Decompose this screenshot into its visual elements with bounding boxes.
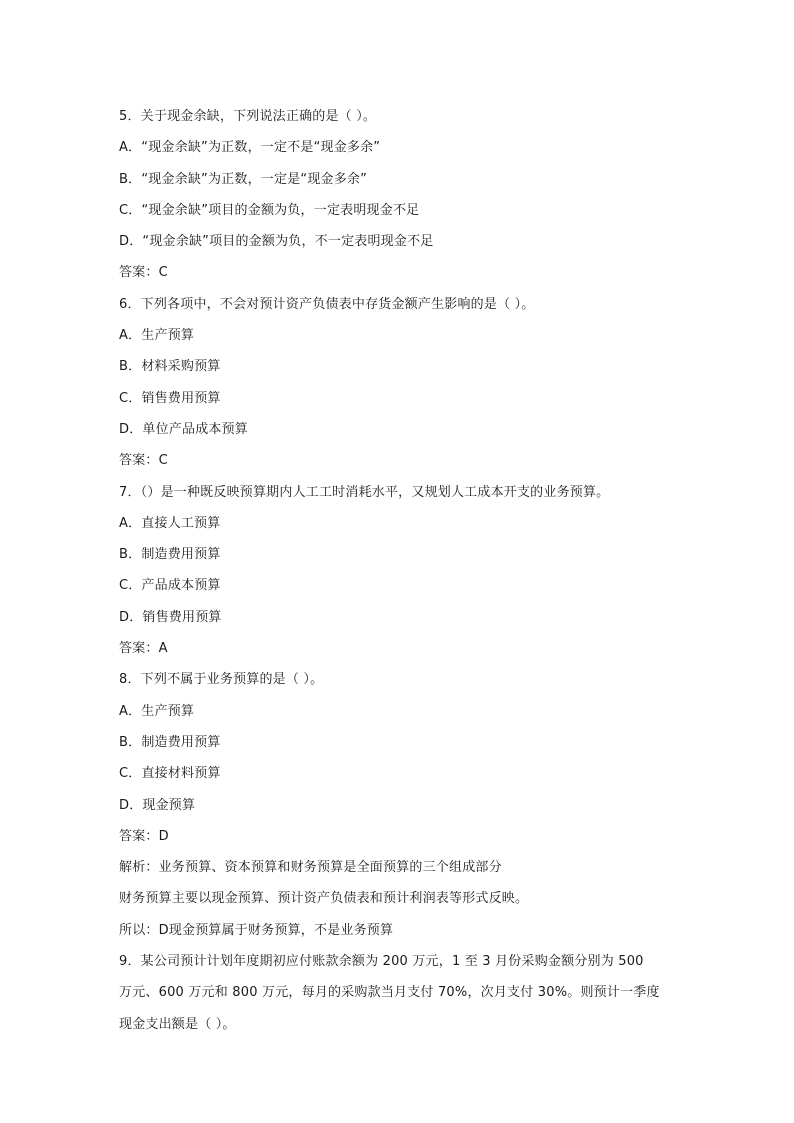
question-7-option-b: B．制造费用预算 [119, 547, 221, 563]
question-8-option-d: D．现金预算 [119, 797, 196, 813]
question-7-option-d: D．销售费用预算 [119, 609, 222, 625]
question-5-option-a: A．“现金余缺”为正数，一定不是“现金多余” [119, 140, 381, 156]
question-7-option-a: A．直接人工预算 [119, 515, 221, 531]
question-6-option-d: D．单位产品成本预算 [119, 421, 249, 437]
question-6-stem: 6．下列各项中，不会对预计资产负债表中存货金额产生影响的是（ ）。 [119, 296, 535, 312]
question-9-stem-line-2: 万元、600 万元和 800 万元，每月的采购款当月支付 70%，次月支付 30%。则预计一季度 [119, 985, 660, 1001]
question-6-option-c: C．销售费用预算 [119, 390, 221, 406]
question-8-explanation-2: 财务预算主要以现金预算、预计资产负债表和预计利润表等形式反映。 [119, 891, 529, 907]
question-8-option-c: C．直接材料预算 [119, 766, 221, 782]
question-8-explanation-1: 解析：业务预算、资本预算和财务预算是全面预算的三个组成部分 [119, 860, 502, 876]
question-9-stem-line-3: 现金支出额是（ ）。 [119, 1016, 236, 1032]
question-8-option-b: B．制造费用预算 [119, 734, 221, 750]
question-8-option-a: A．生产预算 [119, 703, 195, 719]
question-6-option-b: B．材料采购预算 [119, 359, 221, 375]
question-8-answer: 答案：D [119, 828, 169, 844]
question-5-option-c: C．“现金余缺”项目的金额为负，一定表明现金不足 [119, 202, 420, 218]
question-6-answer: 答案：C [119, 453, 168, 469]
question-8-stem: 8．下列不属于业务预算的是（ ）。 [119, 672, 324, 688]
question-7-answer: 答案：A [119, 641, 168, 657]
question-6-option-a: A．生产预算 [119, 328, 195, 344]
question-7-stem: 7．（）是一种既反映预算期内人工工时消耗水平，又规划人工成本开支的业务预算。 [119, 484, 610, 500]
question-8-explanation-3: 所以：D现金预算属于财务预算，不是业务预算 [119, 922, 394, 938]
question-7-option-c: C．产品成本预算 [119, 578, 221, 594]
document-body [119, 101, 679, 1040]
question-5-stem: 5．关于现金余缺，下列说法正确的是（ ）。 [119, 109, 377, 124]
question-5-option-b: B．“现金余缺”为正数，一定是“现金多余” [119, 171, 368, 187]
question-9-stem-line-1: 9．某公司预计计划年度期初应付账款余额为 200 万元，1 至 3 月份采购金额分别为 500 [119, 954, 644, 970]
question-5-option-d: D．“现金余缺”项目的金额为负，不一定表明现金不足 [119, 234, 434, 250]
question-5-answer: 答案：C [119, 265, 168, 281]
